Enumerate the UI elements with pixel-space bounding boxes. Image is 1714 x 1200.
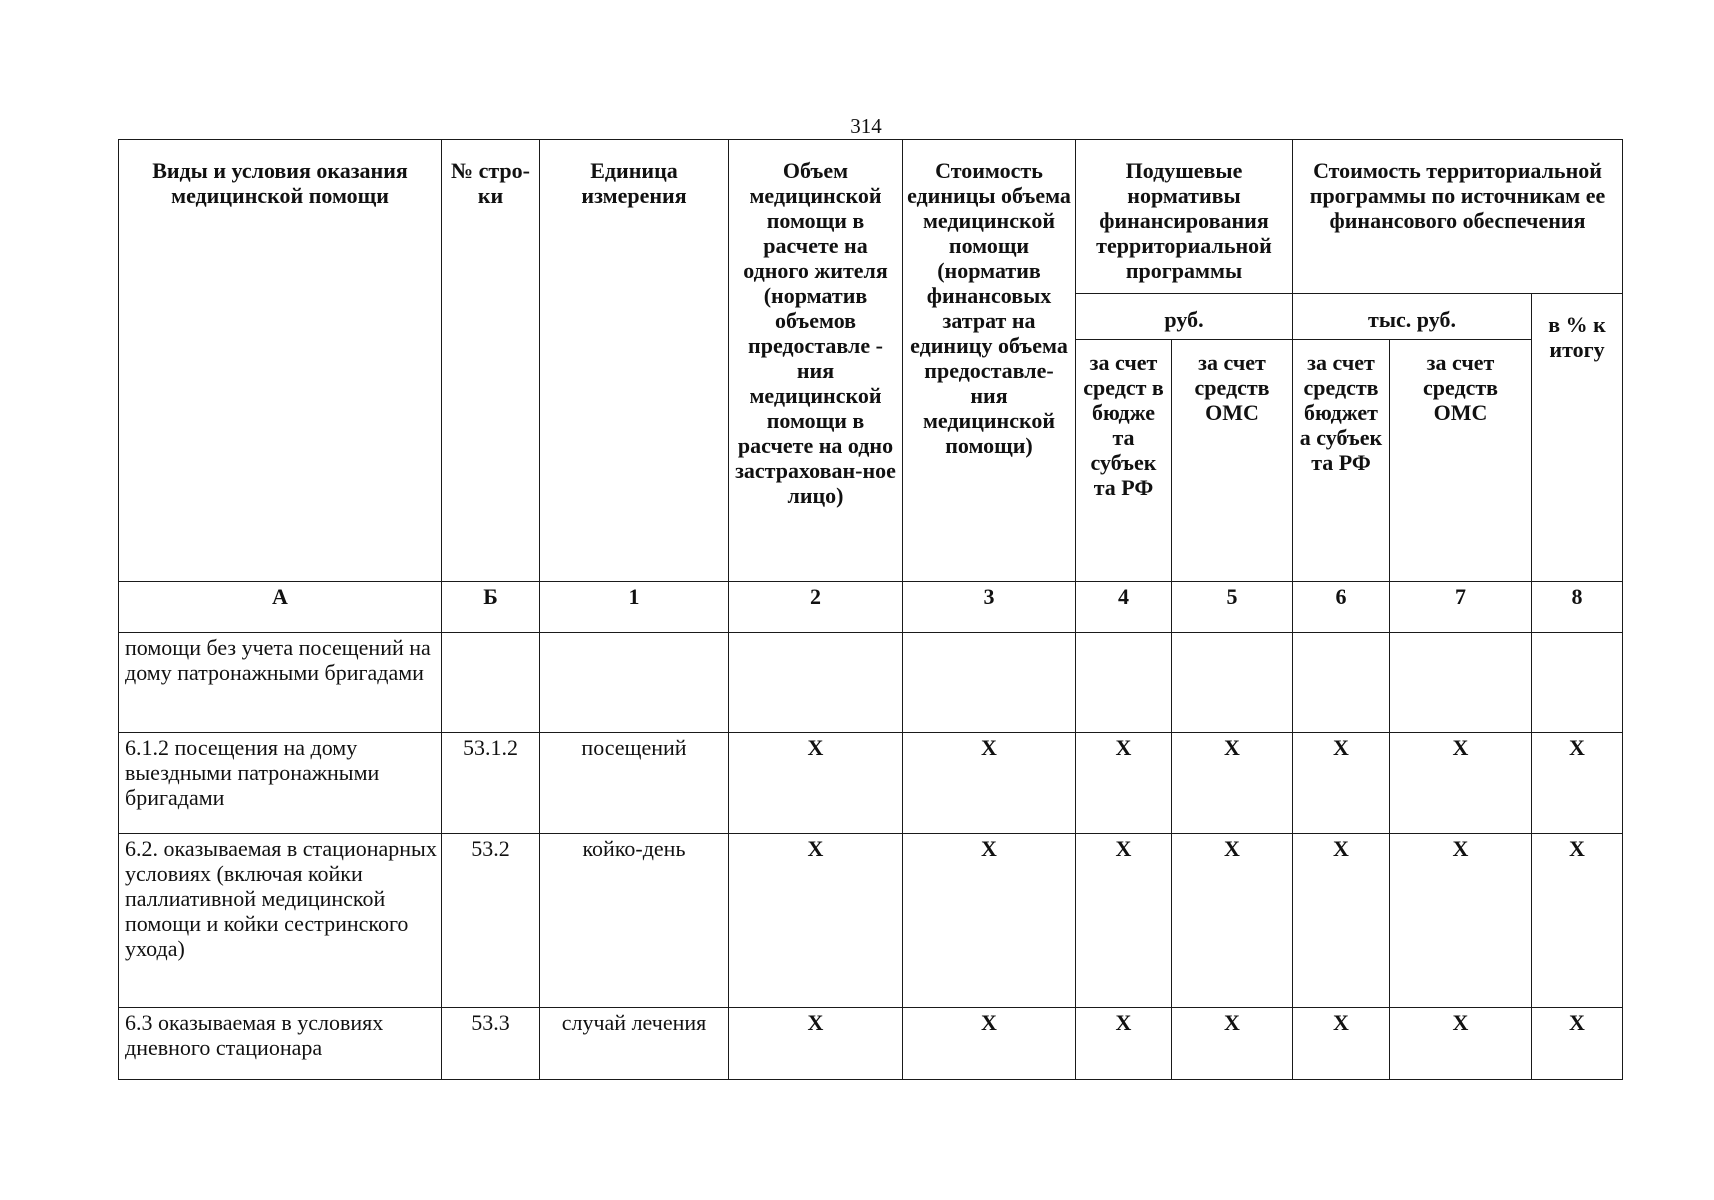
column-number: 2: [729, 582, 903, 633]
row-name: 6.2. оказываемая в стационарных условиях (включая койки паллиативной медицинской помощи и койки сестринского ухода): [119, 834, 442, 1008]
row-number: 53.3: [442, 1008, 540, 1080]
row-value: Х: [1293, 1008, 1390, 1080]
row-value: Х: [1172, 733, 1293, 834]
header-volume: Объем медицинской помощи в расчете на одного жителя (норматив объемов предоставле - ния медицинской помощи в расчете на одно застрахован-ное лицо): [729, 140, 903, 582]
row-value: Х: [1076, 1008, 1172, 1080]
header-oms-thousand: за счет средств ОМС: [1390, 340, 1532, 582]
row-value: Х: [1172, 1008, 1293, 1080]
row-value: [1076, 633, 1172, 733]
column-number-row: [119, 582, 1623, 633]
column-number: 4: [1076, 582, 1172, 633]
column-number: 5: [1172, 582, 1293, 633]
column-number: 3: [903, 582, 1076, 633]
header-row-number: № стро-ки: [442, 140, 540, 582]
row-value: Х: [1390, 733, 1532, 834]
header-unit-thousand-rub: тыс. руб.: [1293, 294, 1532, 340]
column-number: 6: [1293, 582, 1390, 633]
header-oms-rub: за счет средств ОМС: [1172, 340, 1293, 582]
header-budget-rub: за счет средст в бюдже та субъек та РФ: [1076, 340, 1172, 582]
column-number: 1: [540, 582, 729, 633]
header-budget-thousand: за счет средств бюджет а субъек та РФ: [1293, 340, 1390, 582]
row-value: [1390, 633, 1532, 733]
table-row: [119, 834, 1623, 1008]
row-value: Х: [729, 1008, 903, 1080]
row-name: 6.3 оказываемая в условиях дневного стационара: [119, 1008, 442, 1080]
header-program-cost: Стоимость территориальной программы по источникам ее финансового обеспечения: [1293, 140, 1623, 294]
row-value: [1532, 633, 1623, 733]
row-value: [1172, 633, 1293, 733]
page-number: 314: [850, 114, 882, 138]
row-value: Х: [903, 1008, 1076, 1080]
row-value: Х: [1390, 1008, 1532, 1080]
header-per-capita: Подушевые нормативы финансирования территориальной программы: [1076, 140, 1293, 294]
row-value: [729, 633, 903, 733]
row-value: Х: [1390, 834, 1532, 1008]
row-unit: посещений: [540, 733, 729, 834]
header-cost-per-unit: Стоимость единицы объема медицинской помощи (норматив финансовых затрат на единицу объема предоставле-ния медицинской помощи): [903, 140, 1076, 582]
row-value: Х: [903, 834, 1076, 1008]
row-name: помощи без учета посещений на дому патронажными бригадами: [119, 633, 442, 733]
column-number: 7: [1390, 582, 1532, 633]
row-value: Х: [903, 733, 1076, 834]
row-number: 53.1.2: [442, 733, 540, 834]
header-percent: в % к итогу: [1532, 294, 1623, 582]
row-value: Х: [1532, 834, 1623, 1008]
row-number: 53.2: [442, 834, 540, 1008]
row-value: Х: [1076, 733, 1172, 834]
row-number: [442, 633, 540, 733]
row-value: Х: [1076, 834, 1172, 1008]
row-unit: случай лечения: [540, 1008, 729, 1080]
row-name: 6.1.2 посещения на дому выездными патронажными бригадами: [119, 733, 442, 834]
row-unit: койко-день: [540, 834, 729, 1008]
row-value: Х: [1293, 733, 1390, 834]
row-value: Х: [1293, 834, 1390, 1008]
table-row: [119, 733, 1623, 834]
row-value: [903, 633, 1076, 733]
row-value: Х: [1172, 834, 1293, 1008]
header-unit: Единица измерения: [540, 140, 729, 582]
column-number: Б: [442, 582, 540, 633]
row-value: [1293, 633, 1390, 733]
table-row: [119, 1008, 1623, 1080]
column-number: А: [119, 582, 442, 633]
table-row: [119, 633, 1623, 733]
financing-table: [118, 139, 1623, 1080]
column-number: 8: [1532, 582, 1623, 633]
row-value: Х: [729, 733, 903, 834]
row-unit: [540, 633, 729, 733]
row-value: Х: [1532, 733, 1623, 834]
row-value: Х: [1532, 1008, 1623, 1080]
header-unit-rub: руб.: [1076, 294, 1293, 340]
header-kind: Виды и условия оказания медицинской помощи: [119, 140, 442, 582]
row-value: Х: [729, 834, 903, 1008]
